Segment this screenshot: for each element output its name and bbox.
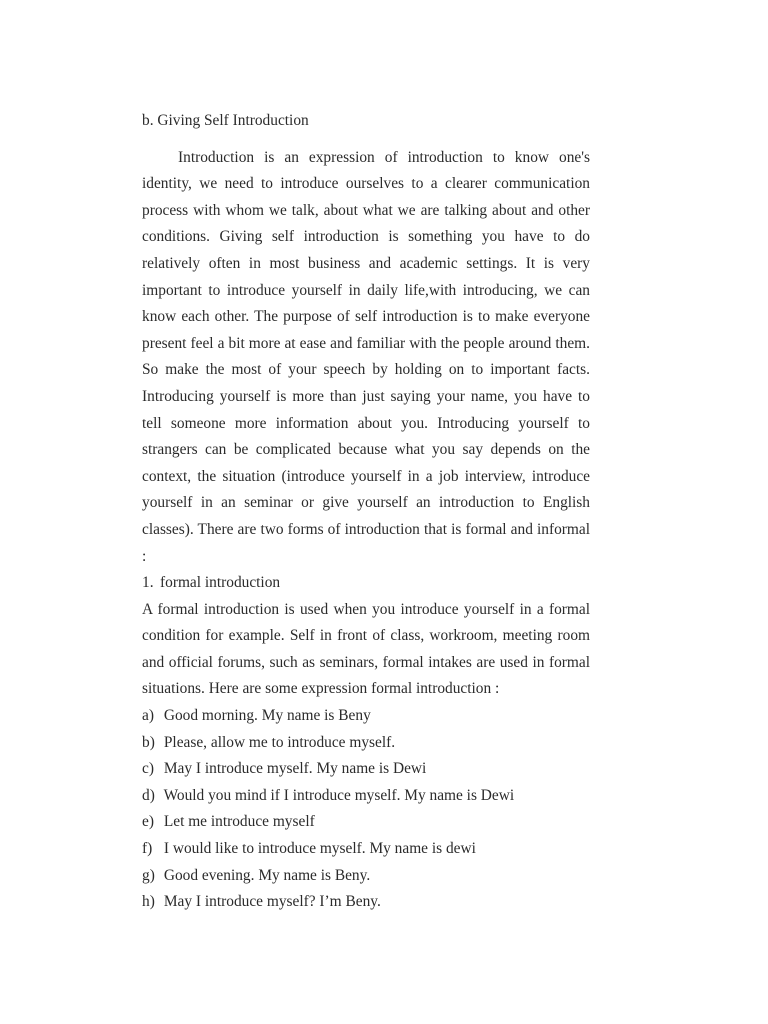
list-item-text: Please, allow me to introduce myself. [163,733,396,751]
formal-heading-title: formal introduction [160,574,281,592]
formal-expression-list [142,703,590,916]
formal-introduction-heading [142,570,590,597]
list-item [142,783,590,810]
list-marker: e) [142,813,154,831]
list-marker: a) [142,707,154,725]
formal-heading-number: 1. [142,574,154,592]
section-heading: b. Giving Self Introduction [142,112,309,129]
list-item-text: May I introduce myself. My name is Dewi [163,760,427,778]
list-item-text: Good evening. My name is Beny. [163,866,371,884]
list-item [142,703,590,730]
document-content [142,108,590,916]
list-item-text: Would you mind if I introduce myself. My name is Dewi [163,786,515,804]
list-item [142,889,590,916]
list-marker: h) [142,893,155,911]
intro-paragraph: Introduction is an expression of introduction to know one's identity, we need to introduce ourselves to a clearer communication process with whom we talk, about what we are talking about and other conditions. Giving self introduction is something you have to do relatively often in most business and academic settings. It is very important to introduce yourself in daily life,with introducing, we can know each other. The purpose of self introduction is to make everyone present feel a bit more at ease and familiar with the people around them. So make the most of your speech by holding on to important facts. Introducing yourself is more than just saying your name, you have to tell someone more information about you. Introducing yourself to strangers can be complicated because what you say depends on the context, the situation (introduce yourself in a job interview, introduce yourself in an seminar or give yourself an introduction to English classes). There are two forms of introduction that is formal and informal : [142,148,590,565]
list-item [142,809,590,836]
list-marker: g) [142,866,155,884]
list-marker: b) [142,733,155,751]
list-item-text: I would like to introduce myself. My name is dewi [163,840,476,858]
list-item-text: May I introduce myself? I’m Beny. [163,893,381,911]
list-item [142,836,590,863]
list-item [142,863,590,890]
formal-paragraph: A formal introduction is used when you introduce yourself in a formal condition for example. Self in front of class, workroom, meeting room and official forums, such as seminars, formal intakes are used in formal situations. Here are some expression formal introduction : [142,600,590,698]
list-item [142,756,590,783]
list-item-text: Good morning. My name is Beny [163,707,371,725]
list-marker: c) [142,760,154,778]
list-marker: f) [142,840,153,858]
list-item-text: Let me introduce myself [163,813,315,831]
list-marker: d) [142,786,155,804]
list-item [142,730,590,757]
